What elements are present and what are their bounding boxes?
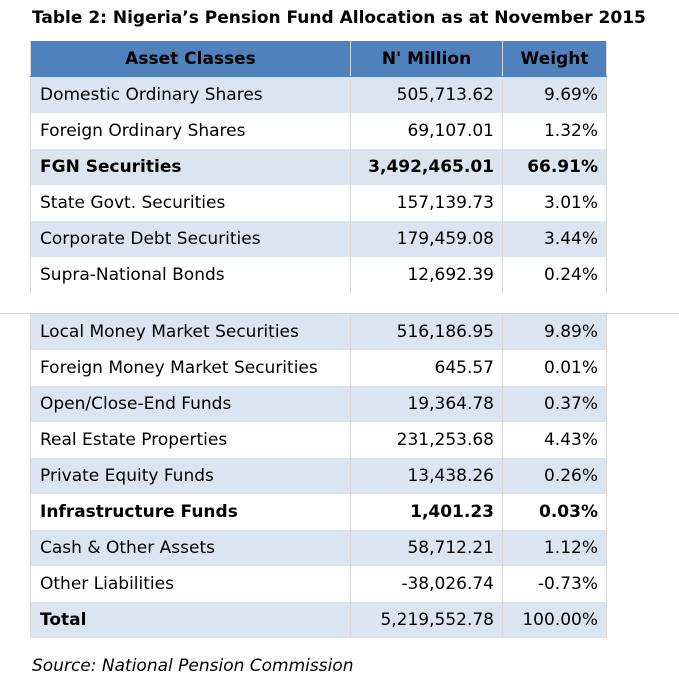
weight-cell: -0.73%: [503, 566, 607, 602]
asset-cell: FGN Securities: [31, 149, 351, 185]
asset-cell: Foreign Ordinary Shares: [31, 113, 351, 149]
table-row: [31, 113, 607, 149]
table-row: [31, 149, 607, 185]
weight-cell: 9.89%: [503, 314, 607, 350]
value-cell: 13,438.26: [351, 458, 503, 494]
header-asset-classes: Asset Classes: [31, 41, 351, 77]
asset-cell: Corporate Debt Securities: [31, 221, 351, 257]
table-row: [31, 386, 607, 422]
table-row: [31, 77, 607, 114]
allocation-table-bottom: [30, 314, 607, 638]
asset-cell: Total: [31, 602, 351, 638]
asset-cell: Open/Close-End Funds: [31, 386, 351, 422]
value-cell: 645.57: [351, 350, 503, 386]
value-cell: 3,492,465.01: [351, 149, 503, 185]
table-row: [31, 458, 607, 494]
weight-cell: 1.32%: [503, 113, 607, 149]
weight-cell: 0.01%: [503, 350, 607, 386]
weight-cell: 1.12%: [503, 530, 607, 566]
allocation-table-top: [30, 41, 607, 293]
asset-cell: Infrastructure Funds: [31, 494, 351, 530]
value-cell: -38,026.74: [351, 566, 503, 602]
value-cell: 5,219,552.78: [351, 602, 503, 638]
value-cell: 19,364.78: [351, 386, 503, 422]
weight-cell: 4.43%: [503, 422, 607, 458]
table-row: [31, 494, 607, 530]
table-row: [31, 530, 607, 566]
weight-cell: 0.24%: [503, 257, 607, 293]
value-cell: 58,712.21: [351, 530, 503, 566]
asset-cell: Domestic Ordinary Shares: [31, 77, 351, 114]
asset-cell: Supra-National Bonds: [31, 257, 351, 293]
table-row: [31, 257, 607, 293]
value-cell: 505,713.62: [351, 77, 503, 114]
table-row: [31, 350, 607, 386]
header-row: [31, 41, 607, 77]
asset-cell: State Govt. Securities: [31, 185, 351, 221]
table-row: [31, 566, 607, 602]
weight-cell: 0.37%: [503, 386, 607, 422]
table-row: [31, 185, 607, 221]
value-cell: 179,459.08: [351, 221, 503, 257]
asset-cell: Foreign Money Market Securities: [31, 350, 351, 386]
asset-cell: Local Money Market Securities: [31, 314, 351, 350]
weight-cell: 100.00%: [503, 602, 607, 638]
table-row: [31, 221, 607, 257]
value-cell: 12,692.39: [351, 257, 503, 293]
weight-cell: 9.69%: [503, 77, 607, 114]
table-title: Table 2: Nigeria’s Pension Fund Allocation as at November 2015: [32, 8, 646, 28]
table-row: [31, 422, 607, 458]
table-row: [31, 314, 607, 350]
asset-cell: Other Liabilities: [31, 566, 351, 602]
header-weight: Weight: [503, 41, 607, 77]
value-cell: 69,107.01: [351, 113, 503, 149]
asset-cell: Private Equity Funds: [31, 458, 351, 494]
weight-cell: 3.01%: [503, 185, 607, 221]
value-cell: 157,139.73: [351, 185, 503, 221]
value-cell: 1,401.23: [351, 494, 503, 530]
header-n-million: N' Million: [351, 41, 503, 77]
total-row: [31, 602, 607, 638]
asset-cell: Cash & Other Assets: [31, 530, 351, 566]
weight-cell: 3.44%: [503, 221, 607, 257]
weight-cell: 0.26%: [503, 458, 607, 494]
weight-cell: 66.91%: [503, 149, 607, 185]
source-note: Source: National Pension Commission: [32, 656, 354, 676]
weight-cell: 0.03%: [503, 494, 607, 530]
value-cell: 231,253.68: [351, 422, 503, 458]
asset-cell: Real Estate Properties: [31, 422, 351, 458]
value-cell: 516,186.95: [351, 314, 503, 350]
